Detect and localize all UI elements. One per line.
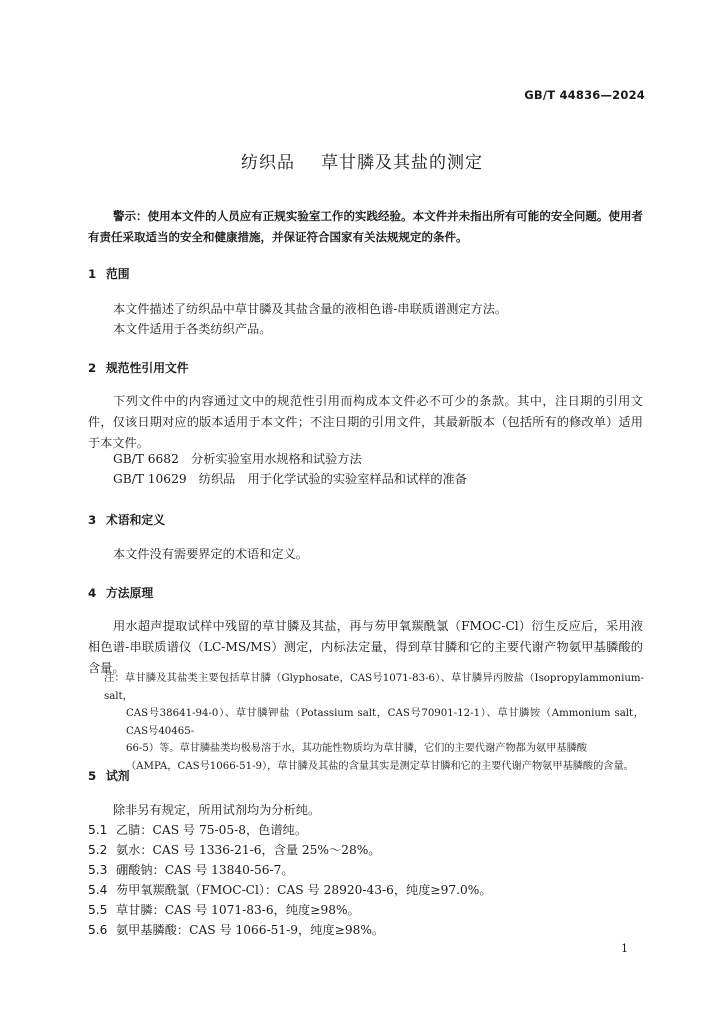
title-part-1: 纺织品: [241, 153, 295, 173]
reagent-item: 5.4 芴甲氧羰酰氯（FMOC-Cl）：CAS 号 28920-43-6，纯度≥97.0%。: [88, 883, 492, 897]
note-line-1: 草甘膦及其盐类主要包括草甘膦（Glyphosate，CAS号1071-83-6）、草甘膦异丙胺盐（Isopropylammonium-salt，: [104, 673, 644, 702]
section-1-line-2: 本文件适用于各类纺织产品。: [113, 322, 272, 336]
standard-code: GB/T 44836—2024: [524, 88, 645, 102]
note-line-2: CAS号38641-94-0）、草甘膦钾盐（Potassium salt，CAS号70901-12-1）、草甘膦铵（Ammonium salt，CAS号40465-: [126, 708, 644, 737]
section-1-heading: 1 范围: [88, 267, 130, 281]
note-label: 注：: [104, 673, 125, 684]
section-3-line-1: 本文件没有需要界定的术语和定义。: [113, 547, 308, 561]
safety-warning: 警示：使用本文件的人员应有正规实验室工作的实践经验。本文件并未指出所有可能的安全问题。使用者有责任采取适当的安全和健康措施，并保证符合国家有关法规规定的条件。: [88, 209, 643, 244]
section-4-note: [104, 670, 644, 775]
reagent-item: 5.5 草甘膦：CAS 号 1071-83-6，纯度≥98%。: [88, 903, 360, 917]
reagent-item: 5.6 氨甲基膦酸：CAS 号 1066-51-9，纯度≥98%。: [88, 923, 385, 937]
reagent-item: 5.3 硼酸钠：CAS 号 13840-56-7。: [88, 863, 294, 877]
reagent-item: 5.1 乙腈：CAS 号 75-05-8，色谱纯。: [88, 823, 307, 837]
section-2-paragraph: 下列文件中的内容通过文中的规范性引用而构成本文件必不可少的条款。其中，注日期的引用文件，仅该日期对应的版本适用于本文件；不注日期的引用文件，其最新版本（包括所有的修改单）适用于本文件。: [88, 394, 643, 450]
document-title: [0, 148, 724, 173]
section-2-heading: 2 规范性引用文件: [88, 361, 189, 375]
note-line-3: 66-5）等。草甘膦盐类均极易溶于水，其功能性物质均为草甘膦，它们的主要代谢产物都为氨甲基膦酸: [126, 743, 587, 754]
section-1-line-1: 本文件描述了纺织品中草甘膦及其盐含量的液相色谱-串联质谱测定方法。: [113, 302, 508, 316]
section-4-heading: 4 方法原理: [88, 586, 154, 600]
normative-ref-2: GB/T 10629 纺织品 用于化学试验的实验室样品和试样的准备: [113, 472, 467, 486]
section-4-paragraph: 用水超声提取试样中残留的草甘膦及其盐，再与芴甲氧羰酰氯（FMOC-Cl）衍生反应后，采用液相色谱-串联质谱仪（LC-MS/MS）测定，内标法定量，得到草甘膦和它的主要代谢产物氨甲基膦酸的含量。: [88, 619, 643, 675]
title-part-2: 草甘膦及其盐的测定: [321, 153, 483, 173]
note-line-4: （AMPA，CAS号1066-51-9），草甘膦及其盐的含量其实是测定草甘膦和它的主要代谢产物氨甲基膦酸的含量。: [126, 760, 634, 772]
reagent-item: 5.2 氨水：CAS 号 1336-21-6，含量 25%～28%。: [88, 843, 381, 857]
section-5-intro: 除非另有规定，所用试剂均为分析纯。: [113, 803, 321, 817]
section-5-heading: 5 试剂: [88, 769, 130, 783]
section-3-heading: 3 术语和定义: [88, 513, 165, 527]
page-number: 1: [621, 942, 628, 955]
normative-ref-1: GB/T 6682 分析实验室用水规格和试验方法: [113, 452, 362, 466]
